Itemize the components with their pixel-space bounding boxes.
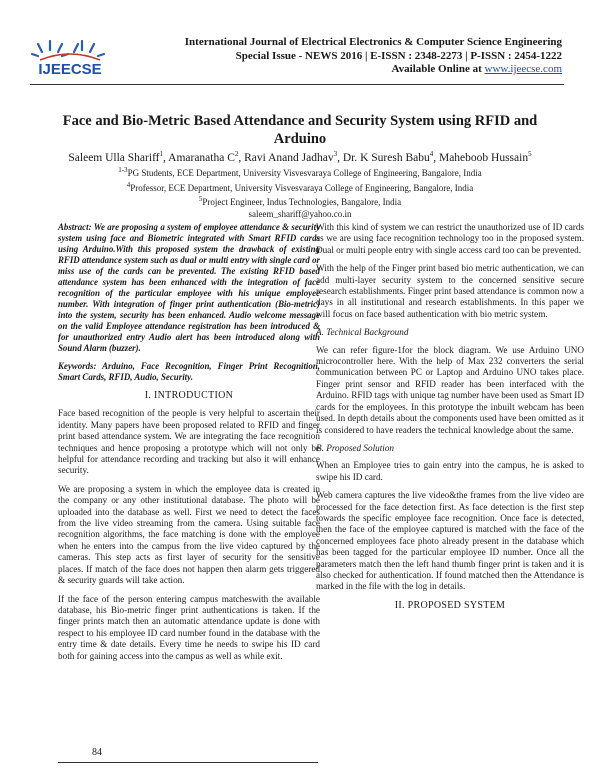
header-divider (30, 84, 564, 85)
page-number: 84 (92, 747, 102, 758)
journal-url-link[interactable]: www.ijeecse.com (484, 63, 562, 75)
author: Saleem Ulla Shariff (68, 151, 160, 164)
author-list: Saleem Ulla Shariff$^1$, Amaranatha $C^2$, Ravi Anand Jadhav$^3$, Dr. K Suresh Babu$^4$, Maheboob Hussain$^5$ (68, 150, 532, 164)
journal-logo (30, 38, 110, 82)
paragraph: With this kind of system we can restrict the unauthorized use of ID cards as we are using face recognition technology too in the proposed system. Dual or multi people entry with single access card too can be prevented. (316, 222, 584, 255)
section-heading-proposed-system: II. PROPOSED SYSTEM (394, 599, 506, 611)
affiliation-3: $^5$Project Engineer, Indus Technologies, Bangalore, India (198, 195, 402, 207)
author: Maheboob Hussain (438, 151, 529, 164)
paragraph: When an Employee tries to gain entry into the campus, he is asked to swipe his ID card. (316, 460, 584, 482)
paragraph: We are proposing a system in which the employee data is created in the company or any other institutional database. The photo will be uploaded into the database as well. First we need to detect the faces from the live video streaming from the camera. Using suitable face recognition algorithms, the face matching is done with the employee when he enters into the campus from the live video captured by the cameras. This step acts as first layer of security for the sensitive places. If match of the face does not happen then alarm gets triggered & security guards will take action. (58, 483, 320, 586)
paragraph: With the help of the Finger print based bio metric authentication, we can add multi-layer security system to the concerned sensitive secure research establishments. Finger print based attendance is common now a days in all institutional and research establishments. In this paper we will focus on face based authentication with bio metric system. (316, 263, 584, 319)
paragraph: If the face of the person entering campus matcheswith the available database, his Bio-metric finger print authentications is taken. If the finger prints match then an automatic attendance update is done with respect to his employee ID card number found in the database with the entry time & date details. Every time he needs to swipe his ID card both for gaining access into the campus as well as while exit. (58, 593, 320, 661)
paper-title: Face and Bio-Metric Based Attendance and Security System using RFID and Arduino (62, 113, 538, 147)
affiliation-2: $^4$Professor, ECE Department, University Visvesvaraya College of Engineering, Bangalore, India (126, 180, 474, 193)
author: Amaranatha C (168, 151, 235, 164)
issue-line: Special Issue - NEWS 2016 | E-ISSN : 2348-2273 | P-ISSN : 2454-1222 (235, 49, 562, 62)
keywords: Keywords: Arduino, Face Recognition, Finger Print Recognition, Smart Cards, RFID, Audio, Security. (58, 361, 320, 382)
left-column (58, 222, 320, 669)
affiliation-1: $^{1-3}$PG Students, ECE Department, University Visvesvaraya College of Engineering, Bangalore, India (118, 166, 482, 178)
author: Ravi Anand Jadhav (244, 151, 334, 164)
author: Dr. K Suresh Babu (342, 151, 430, 164)
logo-emblem-icon (32, 41, 104, 60)
paragraph: Face based recognition of the people is very helpful to ascertain their identity. Many papers have been proposed related to RFID and finger print based attendance system. We are integrating the face recognition techniques and hence proposing a prototype which will not only be helpful for attendance recording and tracking but also it will enhance security. (58, 408, 320, 476)
right-column (316, 222, 584, 618)
logo-text: IJEECSE (38, 61, 102, 78)
author-email: saleem_shariff@yahoo.co.in (248, 208, 352, 219)
subsection-heading-technical: A. Technical Background (316, 327, 409, 338)
journal-header (185, 36, 562, 77)
abstract: Abstract: We are proposing a system of employee attendance & security system using face and Biometric integrated with Smart RFID cards using Arduino.With this proposed system the drawback of existing RFID attendance system such as dual or multi entry with single card or miss use of the cards can be prevented. The existing RFID based attendance system has been enhanced with the integration of face recognition of the particular employee with his unique employee number. With integration of finger print authentication (Bio-metric) into the system, security has been enhanced. Audio welcome message on the valid Employee attendance registration has been introduced & for unauthorized entry Audio alert has been introduced along with Sound Alarm (buzzer). (58, 222, 320, 353)
paragraph: We can refer figure-1for the block diagram. We use Arduino UNO microcontroller here. With the help of Max 232 converters the serial communication between PC or Laptop and Arduino UNO takes place. Finger print sensor and RFID reader has been interfaced with the Arduino. RFID tags with unique tag number have been used as Smart ID cards for the employees. In this prototype the inbuilt webcam has been used. In depth details about the components used have been omitted as it is considered to have readers the technical knowledge about the same. (316, 344, 584, 435)
journal-name: International Journal of Electrical Electronics & Computer Science Engineering (184, 36, 562, 48)
affiliations (0, 165, 600, 220)
availability-line: Available Online at www.ijeecse.com (391, 63, 562, 75)
section-heading-introduction: I. INTRODUCTION (144, 390, 234, 401)
paragraph: Web camera captures the live video&the frames from the live video are processed for the face detection first. As face detection is the first step towards the specific employee face recognition. Once face is detected, then the face of the employee captured is matched with the face of the concerned employees face photo already present in the database which has been tagged for the particular employee ID number. Once all the parameters match then the left hand thumb finger print is taken and it is also checked for authentication. If found matched then the Attendance is marked in the file with the log in details. (316, 490, 584, 592)
footer-divider (58, 762, 318, 763)
subsection-heading-solution: B. Proposed Solution (316, 442, 395, 453)
